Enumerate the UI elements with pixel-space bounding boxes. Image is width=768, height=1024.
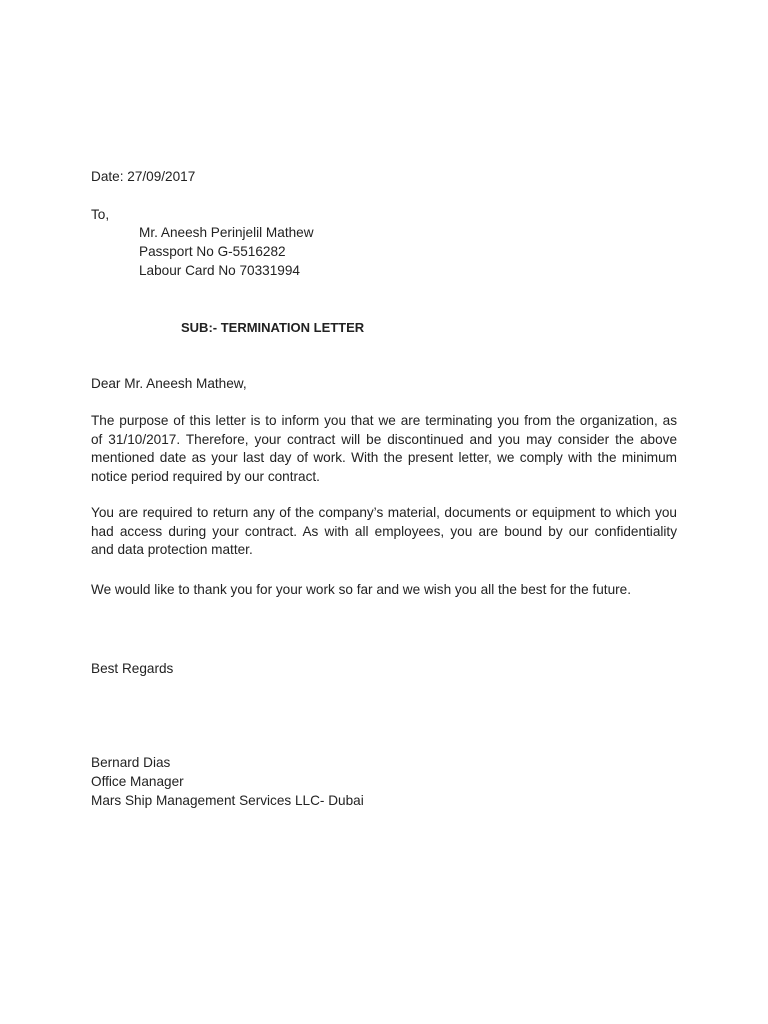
recipient-name: Mr. Aneesh Perinjelil Mathew <box>139 225 314 240</box>
to-label: To, <box>91 207 110 222</box>
closing: Best Regards <box>91 661 174 676</box>
paragraph-line: You are required to return any of the company’s material, documents or equipment to which you <box>91 505 677 520</box>
paragraph-line: of 31/10/2017. Therefore, your contract will be discontinued and you may consider the above <box>91 431 677 447</box>
letter-subject: SUB:- TERMINATION LETTER <box>181 320 365 335</box>
signatory-title: Office Manager <box>91 774 184 789</box>
paragraph-line: mentioned date as your last day of work. With the present letter, we comply with the minimum <box>91 450 677 466</box>
salutation: Dear Mr. Aneesh Mathew, <box>91 376 247 391</box>
paragraph-line: and data protection matter. <box>91 542 253 558</box>
recipient-passport: Passport No G-5516282 <box>139 244 286 259</box>
paragraph-line: had access during your contract. As with all employees, you are bound by our confidentiality <box>91 523 677 539</box>
signatory-name: Bernard Dias <box>91 755 171 770</box>
letter-date: Date: 27/09/2017 <box>91 169 196 184</box>
body-paragraph-3: We would like to thank you for your work so far and we wish you all the best for the future. <box>91 582 631 597</box>
paragraph-line: The purpose of this letter is to inform you that we are terminating you from the organization, as <box>91 413 677 428</box>
recipient-labour-card: Labour Card No 70331994 <box>139 263 300 278</box>
paragraph-line: notice period required by our contract. <box>91 469 320 485</box>
body-paragraph-2 <box>91 504 677 560</box>
body-paragraph-1 <box>91 412 677 487</box>
signatory-company: Mars Ship Management Services LLC- Dubai <box>91 793 364 808</box>
